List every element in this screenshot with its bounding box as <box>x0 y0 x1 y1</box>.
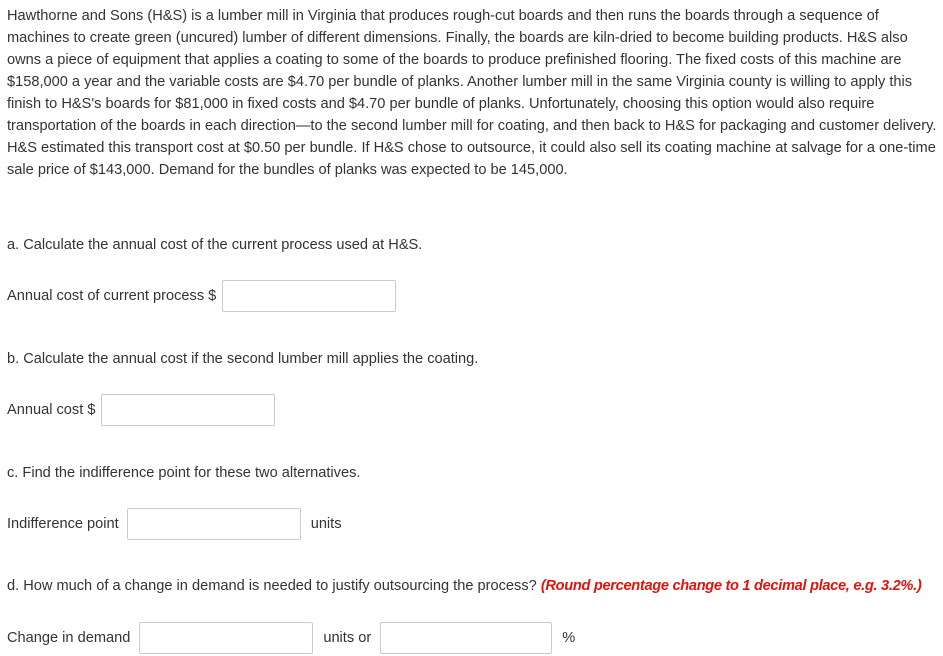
change-percent-input[interactable] <box>380 622 552 654</box>
question-d-text: d. How much of a change in demand is needed to justify outsourcing the process? <box>7 578 537 594</box>
change-units-input[interactable] <box>139 622 313 654</box>
change-in-demand-label: Change in demand <box>7 630 131 646</box>
annual-cost-input[interactable] <box>101 394 275 426</box>
question-d <box>7 576 921 596</box>
answer-row-a <box>7 280 396 312</box>
rounding-hint: (Round percentage change to 1 decimal place, e.g. 3.2%.) <box>540 578 922 594</box>
indifference-point-label: Indifference point <box>7 516 119 532</box>
answer-row-b <box>7 394 275 426</box>
annual-cost-current-input[interactable] <box>222 280 396 312</box>
problem-statement: Hawthorne and Sons (H&S) is a lumber mill in Virginia that produces rough-cut boards and then runs the boards through a sequence of machines to create green (uncured) lumber of different dimensions. Finally, the boards are kiln-dried to become building products. H&S also owns a piece of equipment that applies a coating to some of the boards to produce prefinished flooring. The fixed costs of this machine are $158,000 a year and the variable costs are $4.70 per bundle of planks. Another lumber mill in the same Virginia county is willing to apply this finish to H&S's boards for $81,000 in fixed costs and $4.70 per bundle of planks. Unfortunately, choosing this option would also require transportation of the boards in each direction—to the second lumber mill for coating, and then back to H&S for packaging and customer delivery. H&S estimated this transport cost at $0.50 per bundle. If H&S chose to outsource, it could also sell its coating machine at salvage for a one-time sale price of $143,000. Demand for the bundles of planks was expected to be 145,000. <box>7 8 937 178</box>
units-or-label: units or <box>323 630 372 646</box>
indifference-point-input[interactable] <box>127 508 301 540</box>
question-c: c. Find the indifference point for these two alternatives. <box>7 465 361 481</box>
annual-cost-current-label: Annual cost of current process $ <box>7 288 217 304</box>
answer-row-c <box>7 508 342 540</box>
annual-cost-label: Annual cost $ <box>7 402 96 418</box>
question-a: a. Calculate the annual cost of the current process used at H&S. <box>7 237 423 253</box>
percent-sign-label: % <box>562 630 576 646</box>
indifference-units-label: units <box>310 516 342 532</box>
question-b: b. Calculate the annual cost if the second lumber mill applies the coating. <box>7 351 479 367</box>
answer-row-d <box>7 622 575 654</box>
